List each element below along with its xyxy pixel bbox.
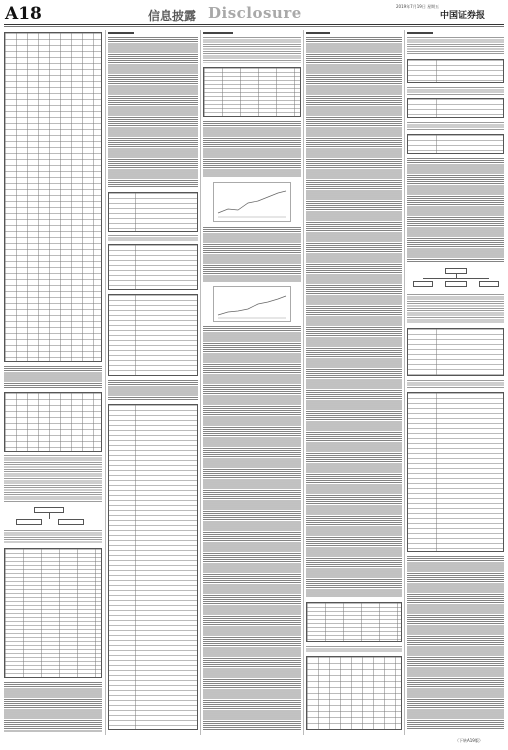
data-table bbox=[108, 294, 198, 376]
subheading bbox=[203, 32, 233, 34]
diagram-box bbox=[58, 519, 84, 525]
data-table-long bbox=[407, 392, 504, 552]
data-table bbox=[407, 134, 504, 154]
data-table bbox=[4, 392, 102, 452]
data-table bbox=[407, 98, 504, 118]
column-divider bbox=[200, 30, 201, 735]
text-block bbox=[4, 366, 102, 388]
data-table bbox=[407, 328, 504, 376]
header-rule-thin bbox=[4, 26, 504, 27]
text-block bbox=[306, 646, 402, 652]
continuation-note: （下转A19版） bbox=[455, 738, 483, 743]
diagram-box bbox=[16, 519, 42, 525]
diagram-connector bbox=[49, 513, 50, 519]
line-chart-figure bbox=[213, 182, 291, 222]
text-block bbox=[306, 37, 402, 597]
data-table bbox=[407, 59, 504, 83]
data-table bbox=[203, 67, 301, 117]
data-table bbox=[108, 192, 198, 232]
subheading bbox=[306, 32, 330, 34]
text-block bbox=[407, 37, 504, 55]
chart-line bbox=[218, 296, 286, 315]
column-divider bbox=[303, 30, 304, 735]
masthead bbox=[0, 0, 508, 26]
text-block bbox=[108, 235, 198, 241]
text-block bbox=[407, 87, 504, 95]
text-block bbox=[203, 37, 301, 63]
line-chart-svg bbox=[214, 183, 290, 221]
subheading bbox=[407, 32, 433, 34]
data-table bbox=[4, 548, 102, 678]
data-table bbox=[306, 602, 402, 642]
text-block bbox=[4, 530, 102, 544]
column-5 bbox=[407, 30, 504, 735]
line-chart-svg bbox=[214, 287, 290, 321]
section-title-cn: 信息披露 bbox=[148, 9, 197, 23]
data-table-large bbox=[4, 32, 102, 362]
text-block bbox=[4, 455, 102, 503]
publication-date: 2019年7月19日 星期五 bbox=[396, 4, 440, 9]
column-3 bbox=[203, 30, 301, 735]
text-block bbox=[407, 556, 504, 730]
text-block bbox=[407, 380, 504, 388]
page-number: A18 bbox=[5, 4, 42, 24]
data-table bbox=[306, 656, 402, 730]
org-chart-box bbox=[413, 281, 433, 287]
text-block bbox=[407, 158, 504, 263]
text-block bbox=[407, 122, 504, 130]
data-table-long bbox=[108, 404, 198, 730]
data-table bbox=[108, 244, 198, 290]
text-block bbox=[203, 121, 301, 177]
org-chart-box bbox=[479, 281, 499, 287]
subheading bbox=[108, 32, 134, 34]
text-block bbox=[108, 380, 198, 400]
column-2 bbox=[108, 30, 198, 735]
text-block bbox=[203, 326, 301, 730]
chart-line bbox=[218, 191, 286, 213]
newspaper-brand: 中国证券报 bbox=[440, 11, 486, 21]
column-divider bbox=[404, 30, 405, 735]
column-1 bbox=[4, 30, 102, 735]
header-rule bbox=[4, 24, 504, 25]
org-chart-box bbox=[445, 281, 467, 287]
text-block bbox=[407, 294, 504, 324]
column-4 bbox=[306, 30, 402, 735]
column-divider bbox=[105, 30, 106, 735]
text-block bbox=[4, 682, 102, 732]
org-chart-connector bbox=[423, 278, 489, 279]
section-title-en: Disclosure bbox=[208, 4, 302, 22]
text-block bbox=[203, 227, 301, 282]
line-chart-figure bbox=[213, 286, 291, 322]
text-block bbox=[108, 37, 198, 187]
